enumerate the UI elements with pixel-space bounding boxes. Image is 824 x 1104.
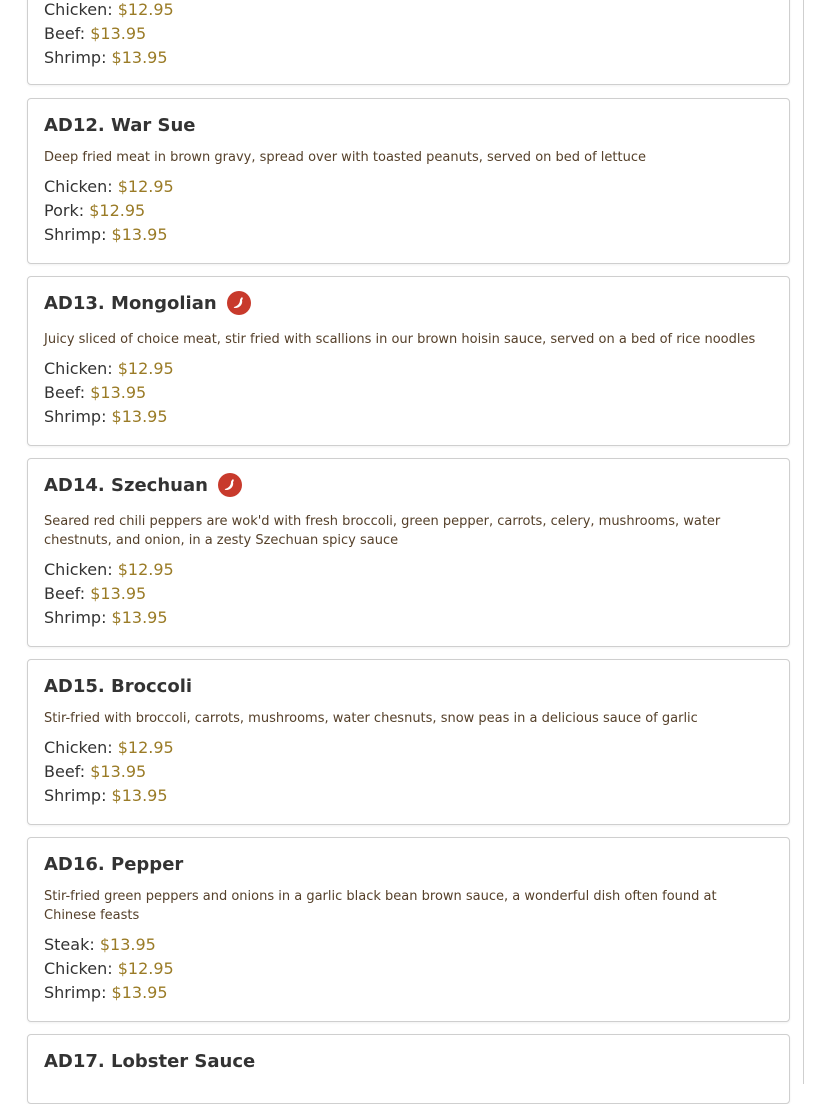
menu-item-card-ad13[interactable] [27,276,790,446]
price-line: Beef: $13.95 [44,762,147,781]
price-line: Shrimp: $13.95 [44,786,168,805]
price-value: $12.95 [89,201,146,220]
menu-item-description: Stir-fried with broccoli, carrots, mushrooms, water chesnuts, snow peas in a delicious sauce of garlic [44,711,698,726]
price-line: Chicken: $12.95 [44,959,174,978]
menu-item-card-ad16[interactable] [27,837,790,1022]
price-value: $13.95 [90,24,147,43]
menu-item-card-ad12[interactable] [27,98,790,264]
price-line: Shrimp: $13.95 [44,608,168,627]
price-line: Chicken: $12.95 [44,359,174,378]
menu-item-description: Seared red chili peppers are wok'd with fresh broccoli, green pepper, carrots, celery, mushrooms, water chestnuts, and onion, in a zesty Szechuan spicy sauce [44,514,721,548]
chili-pepper-icon [218,473,242,497]
menu-item-card-ad14[interactable] [27,458,790,647]
price-value: $13.95 [90,762,147,781]
price-value: $13.95 [111,608,168,627]
menu-item-description: Stir-fried green peppers and onions in a garlic black bean brown sauce, a wonderful dish often found at Chinese feasts [44,889,717,923]
price-line: Beef: $13.95 [44,24,147,43]
menu-item-title: AD16. Pepper [44,853,184,875]
menu-item-card-partial[interactable] [27,0,790,85]
price-line: Shrimp: $13.95 [44,983,168,1002]
price-line: Steak: $13.95 [44,935,156,954]
menu-item-title: AD17. Lobster Sauce [44,1050,256,1072]
price-line: Shrimp: $13.95 [44,225,168,244]
price-value: $13.95 [90,584,147,603]
price-value: $12.95 [117,359,174,378]
price-value: $13.95 [111,407,168,426]
price-line: Pork: $12.95 [44,201,146,220]
price-line: Chicken: $12.95 [44,177,174,196]
menu-item-title: AD12. War Sue [44,114,196,136]
price-line: Beef: $13.95 [44,383,147,402]
price-line: Chicken: $12.95 [44,0,174,19]
menu-item-description: Deep fried meat in brown gravy, spread over with toasted peanuts, served on bed of lettuce [44,150,646,165]
price-value: $12.95 [117,738,174,757]
price-value: $12.95 [117,560,174,579]
price-line: Beef: $13.95 [44,584,147,603]
price-line: Shrimp: $13.95 [44,407,168,426]
chili-pepper-icon [227,291,251,315]
price-value: $13.95 [111,786,168,805]
menu-item-title: AD14. Szechuan [44,474,208,496]
menu-item-card-ad17[interactable] [27,1034,790,1104]
price-value: $12.95 [117,959,174,978]
price-value: $13.95 [90,383,147,402]
menu-item-description: Juicy sliced of choice meat, stir fried with scallions in our brown hoisin sauce, served on a bed of rice noodles [44,332,756,347]
menu-item-title: AD15. Broccoli [44,675,193,697]
price-line: Chicken: $12.95 [44,738,174,757]
price-value: $13.95 [111,225,168,244]
menu-item-title: AD13. Mongolian [44,292,217,314]
price-value: $13.95 [111,983,168,1002]
price-value: $12.95 [117,0,174,19]
price-line: Shrimp: $13.95 [44,48,168,67]
menu-item-card-ad15[interactable] [27,659,790,825]
price-line: Chicken: $12.95 [44,560,174,579]
price-value: $12.95 [117,177,174,196]
price-value: $13.95 [111,48,168,67]
price-value: $13.95 [99,935,156,954]
page-right-border [803,0,804,1084]
